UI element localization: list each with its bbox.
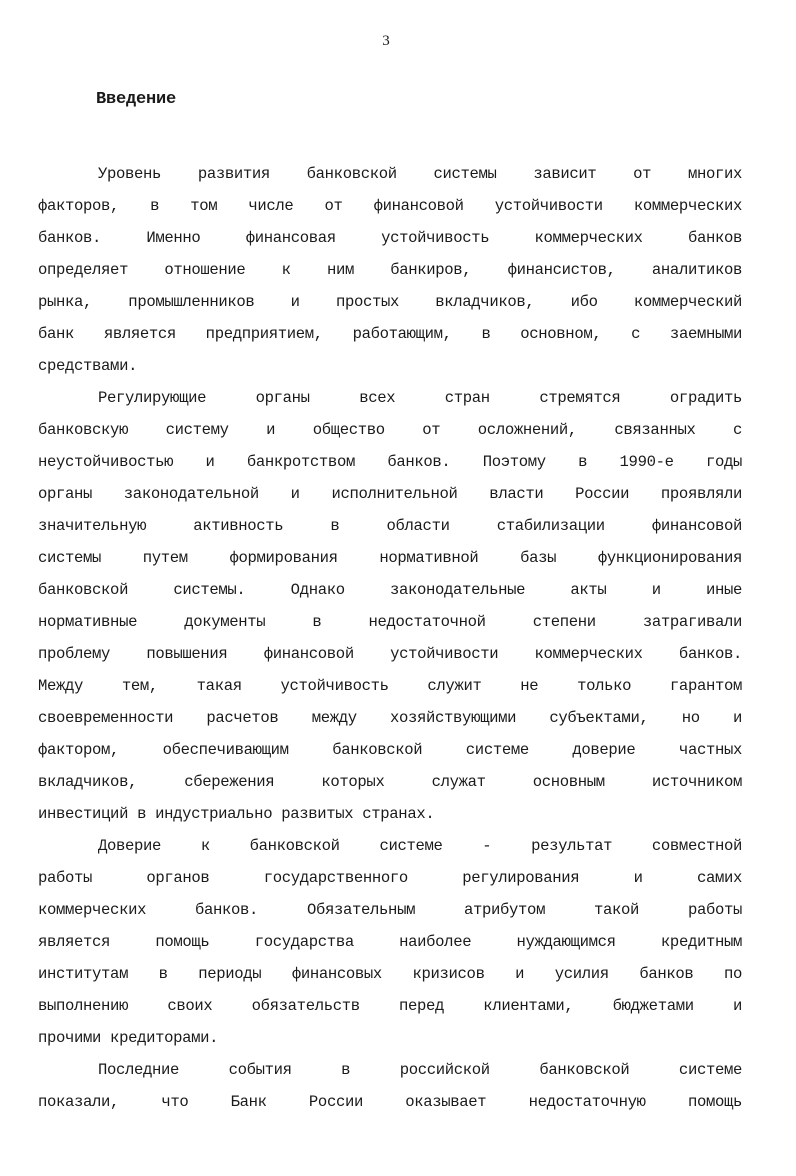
text-line: рынка, промышленников и простых вкладчиков, ибо коммерческий <box>38 293 742 311</box>
page-number: 3 <box>382 33 390 49</box>
text-line: фактором, обеспечивающим банковской системе доверие частных <box>38 741 742 759</box>
text-line: Регулирующие органы всех стран стремятся оградить <box>98 389 742 407</box>
text-line: средствами. <box>38 357 138 375</box>
text-line: Последние события в российской банковской системе <box>98 1061 742 1079</box>
text-line: Между тем, такая устойчивость служит не только гарантом <box>38 677 742 695</box>
body-text <box>38 158 742 1118</box>
text-line: банков. Именно финансовая устойчивость коммерческих банков <box>38 229 742 247</box>
text-line: значительную активность в области стабилизации финансовой <box>38 517 742 535</box>
text-line: проблему повышения финансовой устойчивости коммерческих банков. <box>38 645 742 663</box>
text-line: прочими кредиторами. <box>38 1029 219 1047</box>
text-line: факторов, в том числе от финансовой устойчивости коммерческих <box>38 197 742 215</box>
text-line: вкладчиков, сбережения которых служат основным источником <box>38 773 742 791</box>
text-line: банк является предприятием, работающим, в основном, с заемными <box>38 325 742 343</box>
text-line: показали, что Банк России оказывает недостаточную помощь <box>38 1093 742 1111</box>
text-line: органы законодательной и исполнительной власти России проявляли <box>38 485 742 503</box>
text-line: системы путем формирования нормативной базы функционирования <box>38 549 742 567</box>
text-line: банковской системы. Однако законодательные акты и иные <box>38 581 742 599</box>
text-line: институтам в периоды финансовых кризисов и усилия банков по <box>38 965 742 983</box>
text-line: Доверие к банковской системе - результат совместной <box>98 837 742 855</box>
text-line: инвестиций в индустриально развитых странах. <box>38 805 435 823</box>
text-line: Уровень развития банковской системы зависит от многих <box>98 165 742 183</box>
text-line: банковскую систему и общество от осложнений, связанных с <box>38 421 742 439</box>
text-line: определяет отношение к ним банкиров, финансистов, аналитиков <box>38 261 742 279</box>
text-line: является помощь государства наиболее нуждающимся кредитным <box>38 933 742 951</box>
text-line: своевременности расчетов между хозяйствующими субъектами, но и <box>38 709 742 727</box>
section-heading: Введение <box>96 90 177 109</box>
text-line: коммерческих банков. Обязательным атрибутом такой работы <box>38 901 742 919</box>
text-line: нормативные документы в недостаточной степени затрагивали <box>38 613 742 631</box>
text-line: выполнению своих обязательств перед клиентами, бюджетами и <box>38 997 742 1015</box>
text-line: неустойчивостью и банкротством банков. Поэтому в 1990-е годы <box>38 453 742 471</box>
text-line: работы органов государственного регулирования и самих <box>38 869 742 887</box>
